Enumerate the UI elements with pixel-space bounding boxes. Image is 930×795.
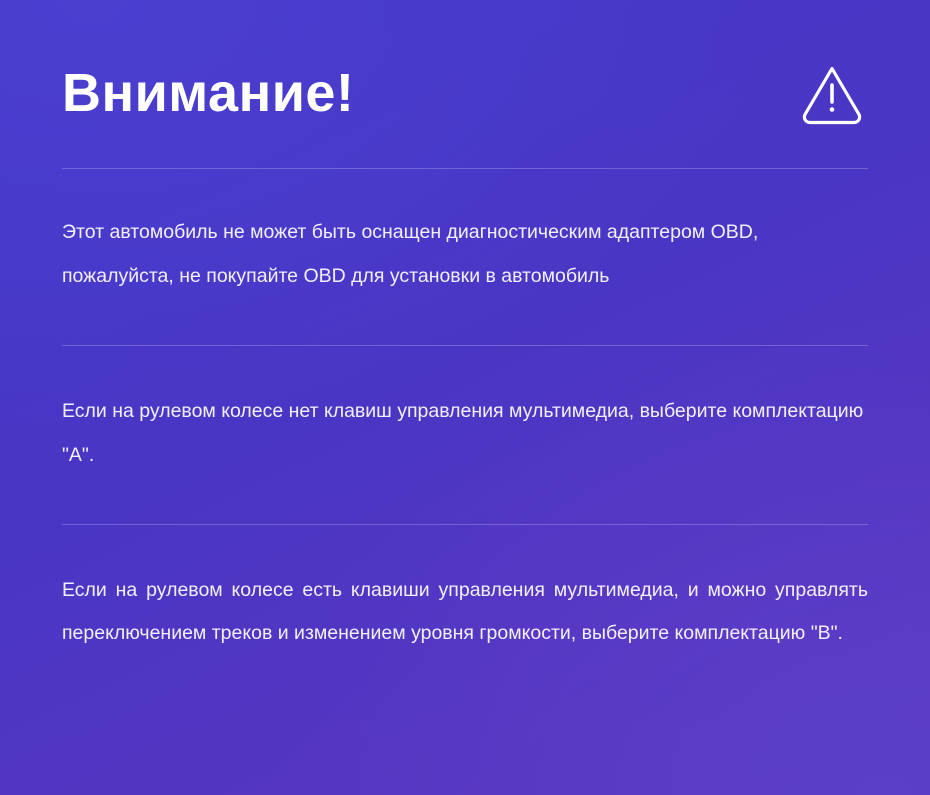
notice-section-trim-a xyxy=(62,346,868,524)
notice-text-trim-b: Если на рулевом колесе есть клавиши управления мультимедиа, и можно управлять переключением треков и изменением уровня громкости, выберите комплектацию "B". xyxy=(62,578,868,645)
bottom-spacer xyxy=(62,702,868,742)
page-title: Внимание! xyxy=(62,62,355,123)
notice-section-trim-b xyxy=(62,525,868,703)
notice-section-obd xyxy=(62,169,868,345)
warning-triangle-icon xyxy=(800,61,868,125)
notice-header xyxy=(62,0,868,168)
notice-text-trim-a: Если на рулевом колесе нет клавиш управления мультимедиа, выберите комплектацию "A". xyxy=(62,399,864,466)
notice-text-obd: Этот автомобиль не может быть оснащен диагностическим адаптером OBD, пожалуйста, не покупайте OBD для установки в автомобиль xyxy=(62,221,759,287)
